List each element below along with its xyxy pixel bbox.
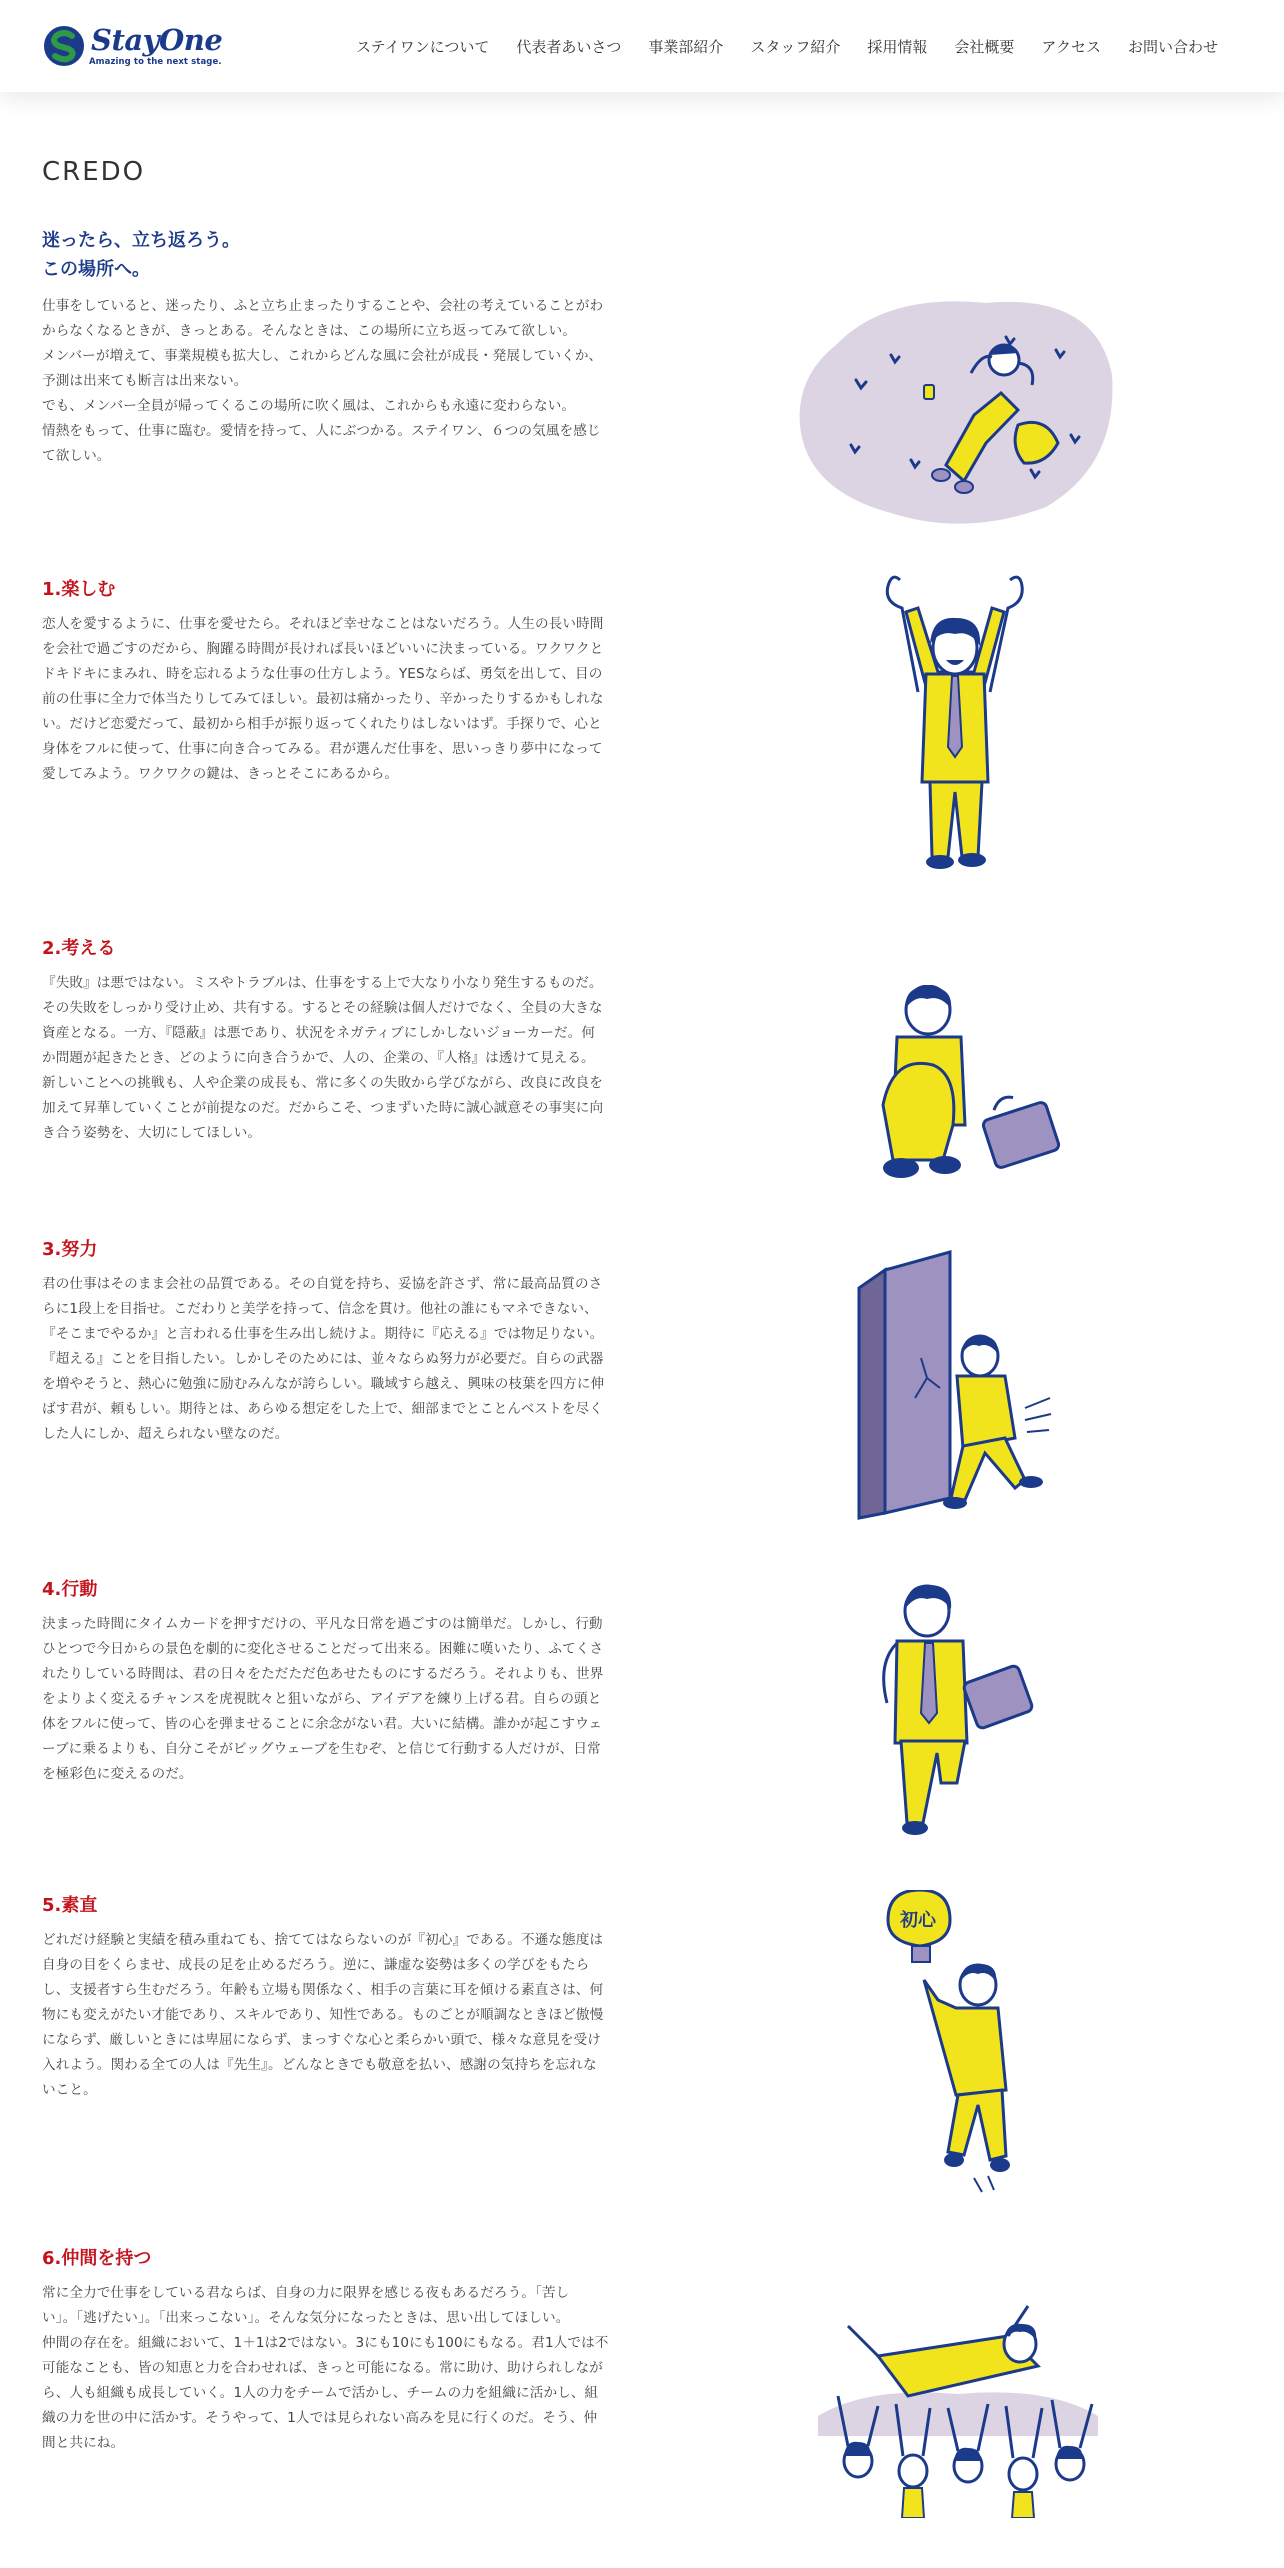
lead-line-1: 迷ったら、立ち返ろう。 (42, 230, 240, 251)
wall-breaking-illustration (855, 1248, 1055, 1523)
section-5-body: どれだけ経験と実績を積み重ねても、捨ててはならないのが『初心』である。不遜な態度は 自身の目をくらませ、成長の足を止めるだろう。逆に、謙虚な姿勢は多くの学びをもたら し、支援者すら生むだろう。年齢も立場も関係なく、相手の言葉に耳を傾ける素直さは、何 物にも変えがたい才能であり、スキルであり、知性である。ものごとが順調なときほど傲慢 にならず、厳しいときには卑屈にならず、まっすぐな心と柔らかい頭で、様々な意見を受け 入れよう。関わる全ての人は『先生』。どんなときでも敬意を払い、感謝の気持ちを忘れな いこと。 (42, 1932, 604, 2098)
cheering-person-illustration (870, 572, 1040, 872)
section-4-body: 決まった時間にタイムカードを押すだけの、平凡な日常を過ごすのは簡単だ。しかし、行動 ひとつで今日からの景色を劇的に変化させることだって出来る。困難に嘆いたり、ふてくさ れたりしている時間は、君の日々をただただ色あせたものにするだろう。それよりも、世界 をよりよく変えるチャンスを虎視眈々と狙いながら、アイデアを練り上げる君。自らの頭と 体をフルに使って、皆の心を弾ませることに余念がない君。大いに結構。誰かが起こすウェ ーブに乗るよりも、自分こそがビッグウェーブを生むぞ、と信じて行動する人だけが、日常 を極彩色に変えるのだ。 (42, 1616, 604, 1782)
logo-wordmark: StayOne (91, 23, 223, 57)
nav-company[interactable]: 会社概要 (954, 37, 1015, 56)
section-1-body: 恋人を愛するように、仕事を愛せたら。それほど幸せなことはないだろう。人生の長い時間 を会社で過ごすのだから、胸躍る時間が長ければ長いほどいいに決まっている。ワクワクと ドキドキにまみれ、時を忘れるような仕事の仕方しよう。YESならば、勇気を出して、目の 前の仕事に全力で体当たりしてみてほしい。最初は痛かったり、辛かったりするかもしれな い。だけど恋愛だって、最初から相手が振り返ってくれたりはしないはず。手探りで、心と 身体をフルに使って、仕事に向き合ってみる。君が選んだ仕事を、思いっきり夢中になって 愛してみよう。ワクワクの鍵は、きっとそこにあるから。 (42, 616, 604, 782)
jumping-person-illustration (878, 1890, 1038, 2195)
nav-greeting[interactable]: 代表者あいさつ (516, 37, 622, 56)
lead-heading (42, 226, 240, 284)
section-6-title: 6.仲間を持つ (42, 2248, 152, 2269)
page-title: CREDO (42, 157, 146, 187)
nav-about[interactable]: ステイワンについて (355, 37, 490, 56)
nav-recruit[interactable]: 採用情報 (867, 37, 928, 56)
nav-staff[interactable]: スタッフ紹介 (750, 37, 841, 56)
section-3-body: 君の仕事はそのまま会社の品質である。その自覚を持ち、妥協を許さず、常に最高品質のさ らに1段上を目指せ。こだわりと美学を持って、信念を貫け。他社の誰にもマネできない、 『そこまでやるか』と言われる仕事を生み出し続けよ。期待に『応える』では物足りない。 『超える』ことを目指したい。しかしそのためには、並々ならぬ努力が必要だ。自らの武器 を増やそうと、熱心に勉強に励むみんなが誇らしい。職域すら越え、興味の枝葉を四方に伸 ばす君が、頼もしい。期待とは、あらゆる想定をした上で、細部までとことんベストを尽く した人にしか、超えられない壁なのだ。 (42, 1276, 605, 1442)
badge-shoshin-text: 初心 (900, 1910, 936, 1931)
section-5-title: 5.素直 (42, 1895, 98, 1916)
nav-access[interactable]: アクセス (1041, 37, 1101, 56)
crowd-lifting-illustration (808, 2296, 1108, 2518)
nav-contact[interactable]: お問い合わせ (1127, 37, 1218, 56)
section-2-title: 2.考える (42, 938, 116, 959)
section-1-title: 1.楽しむ (42, 579, 116, 600)
global-nav (329, 0, 1218, 92)
lead-line-2: この場所へ。 (42, 259, 150, 280)
running-person-illustration (877, 1583, 1037, 1838)
site-header (0, 0, 1284, 92)
thinking-person-illustration (853, 985, 1063, 1185)
section-3-title: 3.努力 (42, 1239, 98, 1260)
section-2-body: 『失敗』は悪ではない。ミスやトラブルは、仕事をする上で大なり小なり発生するものだ。 その失敗をしっかり受け止め、共有する。するとその経験は個人だけでなく、全員の大きな 資産となる。一方、『隠蔽』は悪であり、状況をネガティブにしかしないジョーカーだ。何 か問題が起きたとき、どのように向き合うかで、人の、企業の、『人格』は透けて見える。 新しいことへの挑戦も、人や企業の成長も、常に多くの失敗から学びながら、改良に改良を 加えて昇華していくことが前提なのだ。だからこそ、つまずいた時に誠心誠意その事実に向 き合う姿勢を、大切にしてほしい。 (42, 975, 604, 1141)
section-4-title: 4.行動 (42, 1579, 98, 1600)
stayone-logo-mark (41, 22, 87, 70)
logo-tagline: Amazing to the next stage. (89, 57, 222, 67)
intro-text: 仕事をしていると、迷ったり、ふと立ち止まったりすることや、会社の考えていることがわ からなくなるときが、きっとある。そんなときは、この場所に立ち返ってみて欲しい。 メンバーが増えて、事業規模も拡大し、これからどんな風に会社が成長・発展していくか、 予測は出来ても断言は出来ない。 でも、メンバー全員が帰ってくるこの場所に吹く風は、これからも永遠に変わらない。 情熱をもって、仕事に臨む。愛情を持って、人にぶつかる。ステイワン、６つの気風を感じ て欲しい。 (42, 298, 604, 464)
nav-business[interactable]: 事業部紹介 (648, 37, 724, 56)
site-logo[interactable] (41, 21, 221, 73)
section-6-body: 常に全力で仕事をしている君ならば、自身の力に限界を感じる夜もあるだろう。「苦し い」。「逃げたい」。「出来っこない」。そんな気分になったときは、思い出してほしい。 仲間の存在を。組織において、1＋1は2ではない。3にも10にも100にもなる。君1人では不 可能なことも、皆の知恵と力を合わせれば、きっと可能になる。常に助け、助けられしなが ら、人も組織も成長していく。1人の力をチームで活かし、チームの力を組織に活かし、組 織の力を世の中に活かす。そうやって、1人では見られない高みを見に行くのだ。そう、仲 間と共にね。 (42, 2285, 609, 2451)
resting-person-illustration (796, 285, 1116, 530)
